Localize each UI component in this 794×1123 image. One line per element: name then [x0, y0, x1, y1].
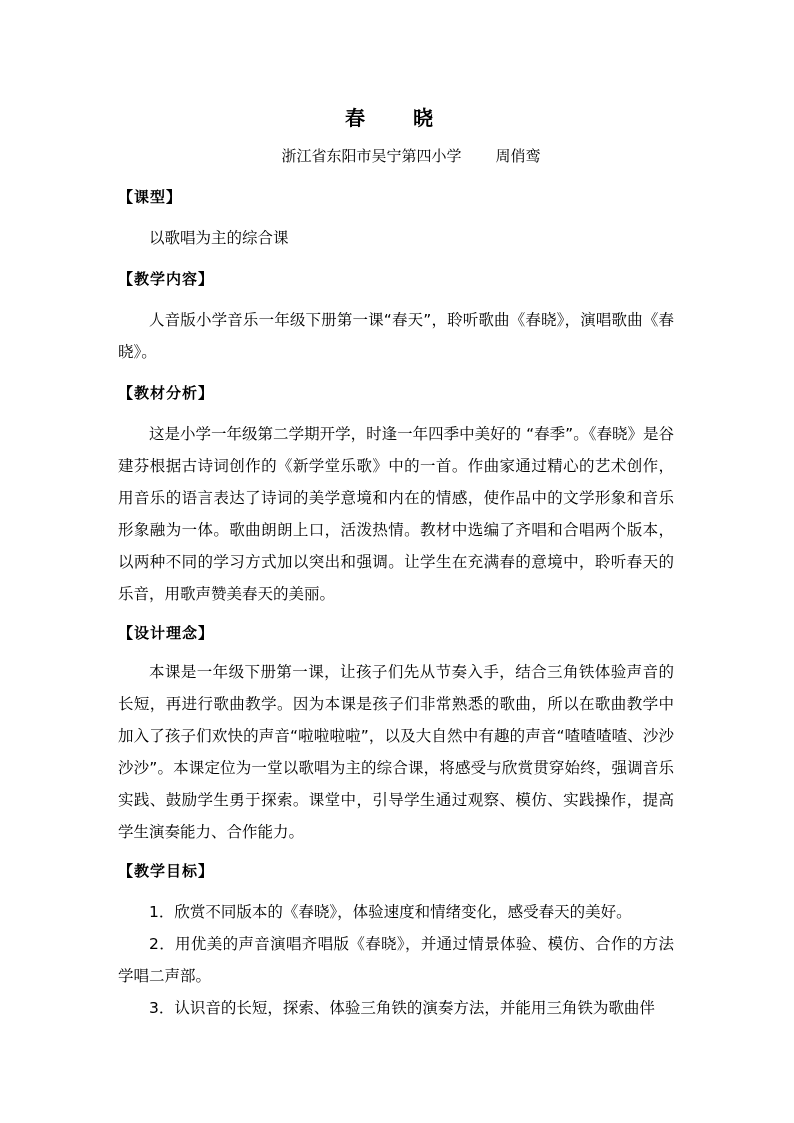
byline — [118, 144, 674, 168]
design-concept-text: 本课是一年级下册第一课，让孩子们先从节奏入手，结合三角铁体验声音的长短，再进行歌曲教学。因为本课是孩子们非常熟悉的歌曲，所以在歌曲教学中加入了孩子们欢快的声音“啦啦啦啦”，以及大自然中有趣的声音“喳喳喳喳、沙沙沙沙”。本课定位为一堂以歌唱为主的综合课，将感受与欣赏贯穿始终，强调音乐实践、鼓励学生勇于探索。课堂中，引导学生通过观察、模仿、实践操作，提高学生演奏能力、合作能力。 — [118, 663, 674, 841]
document-title: 春 晓 — [345, 106, 447, 130]
teaching-goal-3: 3．认识音的长短，探索、体验三角铁的演奏方法，并能用三角铁为歌曲伴 — [149, 999, 655, 1017]
lesson-type-text: 以歌唱为主的综合课 — [149, 229, 289, 247]
author-name: 周俏鸾 — [495, 147, 541, 165]
material-analysis-text: 这是小学一年级第二学期开学，时逢一年四季中美好的 “春季”。《春晓》是谷建芬根据古诗词创作的《新学堂乐歌》中的一首。作曲家通过精心的艺术创作，用音乐的语言表达了诗词的美学意境和内在的情感，使作品中的文学形象和音乐形象融为一体。歌曲朗朗上口，活泼热情。教材中选编了齐唱和合唱两个版本，以两种不同的学习方式加以突出和强调。让学生在充满春的意境中，聆听春天的乐音，用歌声赞美春天的美丽。 — [118, 425, 674, 603]
school-name: 浙江省东阳市吴宁第四小学 — [281, 147, 462, 165]
section-heading-teaching-goals: 【教学目标】 — [118, 862, 215, 880]
section-heading-lesson-type: 【课型】 — [118, 188, 183, 206]
section-heading-design-concept: 【设计理念】 — [118, 624, 215, 642]
section-heading-teaching-content: 【教学内容】 — [118, 270, 215, 288]
section-heading-material-analysis: 【教材分析】 — [118, 384, 215, 402]
teaching-goal-2: 2．用优美的声音演唱齐唱版《春晓》，并通过情景体验、模仿、合作的方法学唱二声部。 — [118, 935, 674, 985]
teaching-goal-1: 1．欣赏不同版本的《春晓》，体验速度和情绪变化，感受春天的美好。 — [149, 903, 632, 921]
teaching-content-text: 人音版小学音乐一年级下册第一课“春天”，聆听歌曲《春晓》，演唱歌曲《春晓》。 — [118, 311, 674, 361]
